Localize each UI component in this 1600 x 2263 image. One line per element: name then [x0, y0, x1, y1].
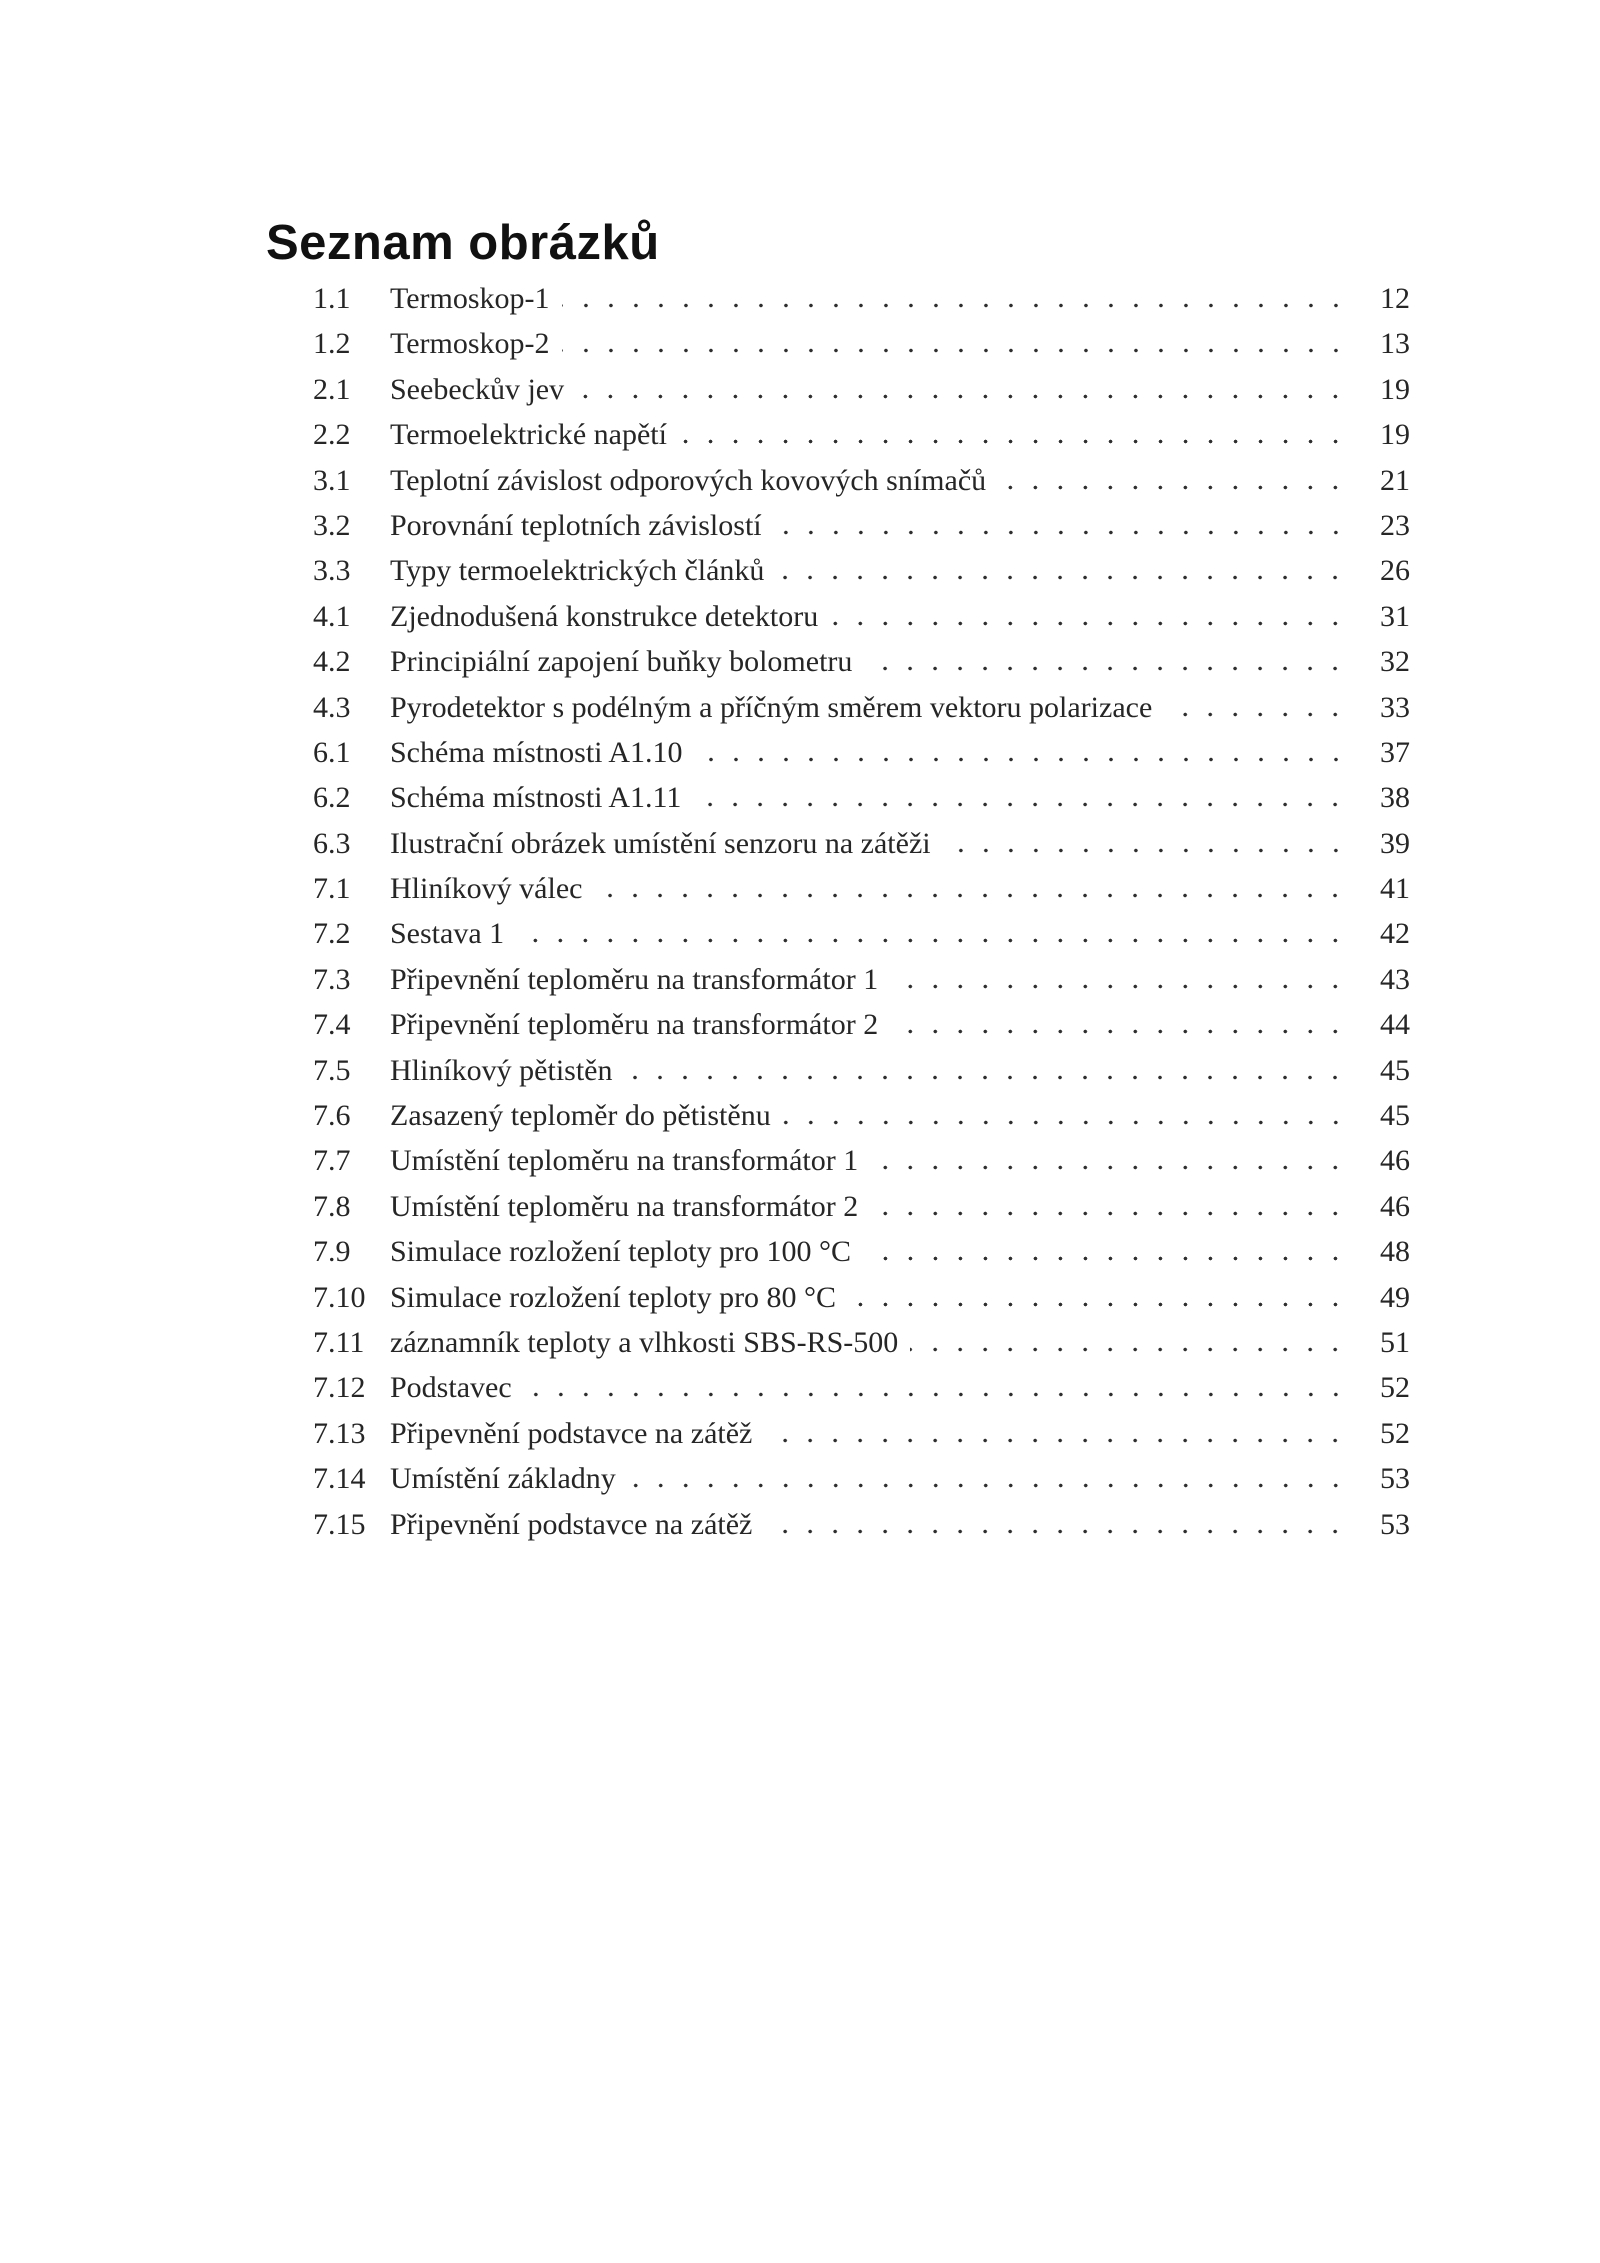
entry-label: Zjednodušená konstrukce detektoru: [390, 599, 819, 633]
entry-label: Pyrodetektor s podélným a příčným směrem vektoru polarizace: [390, 690, 1153, 724]
entry-number: 7.2: [313, 917, 351, 951]
entry-page: 51: [1380, 1325, 1410, 1359]
lof-entry: [313, 327, 1410, 372]
dot-leader: [693, 802, 1348, 807]
page-title: Seznam obrázků: [266, 215, 660, 270]
entry-number: 3.3: [313, 554, 351, 588]
entry-label: Porovnání teplotních závislostí: [390, 508, 762, 542]
entry-label: Připevnění teploměru na transformátor 2: [390, 1008, 879, 1042]
dot-leader: [1164, 712, 1348, 717]
lof-entry: [313, 1281, 1410, 1326]
dot-leader: [943, 848, 1348, 853]
dot-leader: [870, 1211, 1348, 1216]
entry-page: 49: [1380, 1280, 1410, 1314]
dot-leader: [695, 757, 1349, 762]
entry-number: 7.14: [313, 1462, 366, 1496]
entry-number: 6.1: [313, 735, 351, 769]
entry-number: 3.1: [313, 463, 351, 497]
lof-entry: [313, 1054, 1410, 1099]
entry-number: 7.4: [313, 1008, 351, 1042]
entry-label: Připevnění podstavce na zátěž: [390, 1507, 753, 1541]
entry-label: Sestava 1: [390, 917, 505, 951]
entry-page: 12: [1380, 282, 1410, 315]
lof-entry: [313, 1190, 1410, 1235]
entry-label: Umístění základny: [390, 1462, 616, 1496]
entry-number: 7.6: [313, 1099, 351, 1133]
entry-number: 7.10: [313, 1280, 366, 1314]
entry-page: 39: [1380, 826, 1410, 860]
lof-entry: [313, 781, 1410, 826]
lof-entry: [313, 418, 1410, 463]
entry-label: Připevnění podstavce na zátěž: [390, 1416, 753, 1450]
entry-page: 44: [1380, 1008, 1410, 1042]
entry-label: Simulace rozložení teploty pro 100 °C: [390, 1235, 852, 1269]
lof-entry: [313, 1371, 1410, 1416]
entry-label: záznamník teploty a vlhkosti SBS-RS-500: [390, 1325, 899, 1359]
dot-leader: [910, 1347, 1348, 1352]
lof-entry: [313, 600, 1410, 645]
entry-page: 33: [1380, 690, 1410, 724]
entry-page: 42: [1380, 917, 1410, 951]
dot-leader: [624, 1075, 1348, 1080]
entry-label: Zasazený teploměr do pětistěnu: [390, 1099, 771, 1133]
entry-page: 53: [1380, 1507, 1410, 1541]
dot-leader: [764, 1529, 1348, 1534]
entry-number: 7.13: [313, 1416, 366, 1450]
entry-label: Schéma místnosti A1.10: [390, 735, 683, 769]
entry-page: 26: [1380, 554, 1410, 588]
dot-leader: [516, 938, 1348, 943]
dot-leader: [576, 394, 1348, 399]
entry-number: 7.9: [313, 1235, 351, 1269]
entry-page: 52: [1380, 1371, 1410, 1405]
entry-number: 2.1: [313, 372, 351, 406]
dot-leader: [562, 348, 1348, 353]
dot-leader: [998, 485, 1348, 490]
entry-number: 7.8: [313, 1189, 351, 1223]
entry-page: 43: [1380, 962, 1410, 996]
entry-number: 1.1: [313, 282, 351, 315]
dot-leader: [562, 303, 1348, 308]
entry-number: 7.15: [313, 1507, 366, 1541]
entry-page: 32: [1380, 645, 1410, 679]
entry-number: 7.7: [313, 1144, 351, 1178]
dot-leader: [890, 1029, 1348, 1034]
entry-label: Termoskop-1: [390, 282, 550, 315]
lof-entry: [313, 1508, 1410, 1553]
entry-page: 19: [1380, 418, 1410, 452]
dot-leader: [848, 1302, 1348, 1307]
lof-entry: [313, 282, 1410, 327]
dot-leader: [628, 1483, 1348, 1488]
lof-entry: [313, 1008, 1410, 1053]
entry-page: 31: [1380, 599, 1410, 633]
entry-number: 4.1: [313, 599, 351, 633]
entry-page: 45: [1380, 1053, 1410, 1087]
entry-label: Umístění teploměru na transformátor 1: [390, 1144, 859, 1178]
dot-leader: [776, 575, 1348, 580]
entry-page: 41: [1380, 872, 1410, 906]
entry-page: 52: [1380, 1416, 1410, 1450]
lof-entry: [313, 373, 1410, 418]
lof-entry: [313, 1235, 1410, 1280]
entry-number: 4.3: [313, 690, 351, 724]
entry-label: Termoskop-2: [390, 327, 550, 361]
lof-entry: [313, 645, 1410, 690]
entry-number: 4.2: [313, 645, 351, 679]
lof-entry: [313, 917, 1410, 962]
dot-leader: [783, 1120, 1348, 1125]
lof-entry: [313, 736, 1410, 781]
lof-entry: [313, 554, 1410, 599]
entry-label: Typy termoelektrických článků: [390, 554, 765, 588]
dot-leader: [870, 1165, 1348, 1170]
dot-leader: [679, 439, 1348, 444]
entry-label: Připevnění teploměru na transformátor 1: [390, 962, 879, 996]
entry-number: 3.2: [313, 508, 351, 542]
entry-label: Principiální zapojení buňky bolometru: [390, 645, 853, 679]
entry-label: Seebeckův jev: [390, 372, 565, 406]
lof-entry: [313, 1144, 1410, 1189]
entry-number: 7.12: [313, 1371, 366, 1405]
entry-label: Termoelektrické napětí: [390, 418, 667, 452]
entry-number: 7.1: [313, 872, 351, 906]
entry-number: 1.2: [313, 327, 351, 361]
lof-entry: [313, 1326, 1410, 1371]
lof-entry: [313, 963, 1410, 1008]
entry-page: 53: [1380, 1462, 1410, 1496]
entry-page: 37: [1380, 735, 1410, 769]
list-of-figures: [313, 282, 1410, 1553]
dot-leader: [764, 1438, 1348, 1443]
entry-label: Hliníkový válec: [390, 872, 583, 906]
entry-page: 46: [1380, 1144, 1410, 1178]
entry-label: Schéma místnosti A1.11: [390, 781, 682, 815]
dot-leader: [774, 530, 1348, 535]
dot-leader: [864, 666, 1348, 671]
entry-number: 6.3: [313, 826, 351, 860]
dot-leader: [524, 1392, 1348, 1397]
lof-entry: [313, 1417, 1410, 1462]
entry-label: Ilustrační obrázek umístění senzoru na zátěži: [390, 826, 931, 860]
lof-entry: [313, 509, 1410, 554]
entry-page: 23: [1380, 508, 1410, 542]
entry-number: 7.3: [313, 962, 351, 996]
entry-page: 48: [1380, 1235, 1410, 1269]
dot-leader: [863, 1256, 1348, 1261]
dot-leader: [594, 893, 1348, 898]
entry-page: 21: [1380, 463, 1410, 497]
entry-number: 6.2: [313, 781, 351, 815]
lof-entry: [313, 1462, 1410, 1507]
dot-leader: [830, 621, 1348, 626]
entry-number: 7.11: [313, 1325, 365, 1359]
lof-entry: [313, 827, 1410, 872]
lof-entry: [313, 1099, 1410, 1144]
entry-label: Teplotní závislost odporových kovových snímačů: [390, 463, 987, 497]
lof-entry: [313, 691, 1410, 736]
lof-entry: [313, 464, 1410, 509]
entry-number: 2.2: [313, 418, 351, 452]
entry-label: Podstavec: [390, 1371, 512, 1405]
dot-leader: [890, 984, 1348, 989]
entry-page: 38: [1380, 781, 1410, 815]
lof-entry: [313, 872, 1410, 917]
entry-page: 45: [1380, 1099, 1410, 1133]
entry-page: 46: [1380, 1189, 1410, 1223]
entry-label: Simulace rozložení teploty pro 80 °C: [390, 1280, 837, 1314]
entry-number: 7.5: [313, 1053, 351, 1087]
entry-label: Umístění teploměru na transformátor 2: [390, 1189, 859, 1223]
entry-page: 13: [1380, 327, 1410, 361]
entry-label: Hliníkový pětistěn: [390, 1053, 613, 1087]
entry-page: 19: [1380, 372, 1410, 406]
